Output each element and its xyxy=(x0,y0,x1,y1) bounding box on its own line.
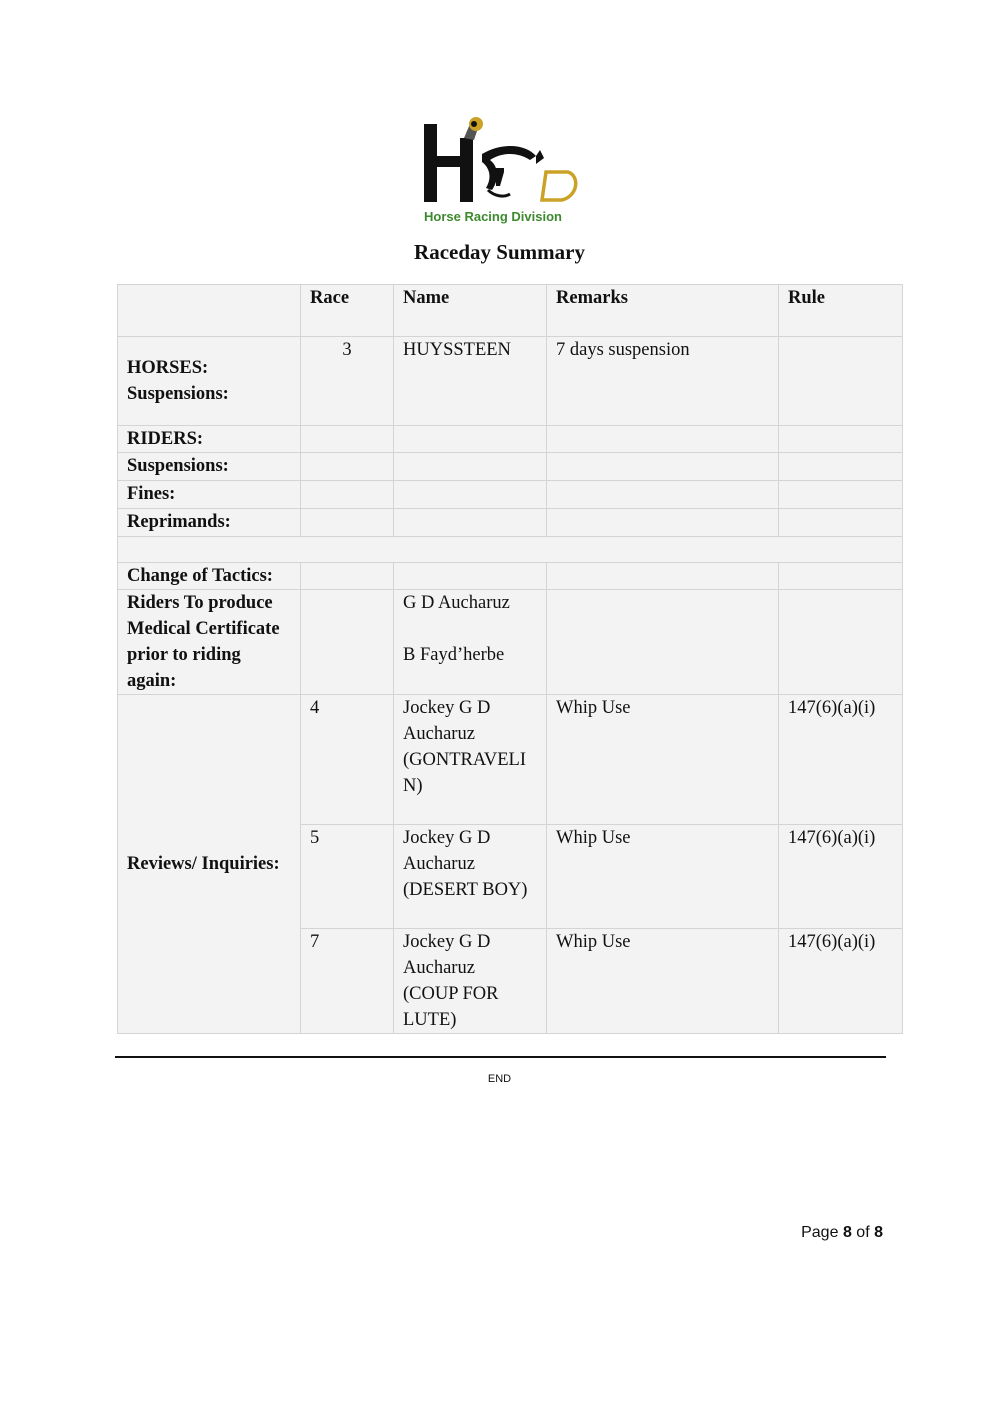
review-race: 4 xyxy=(301,695,394,825)
review-race: 7 xyxy=(301,929,394,1034)
medical-certificate-row xyxy=(118,590,903,695)
review-row xyxy=(118,695,903,825)
horses-suspensions-row xyxy=(118,337,903,426)
review-rule: 147(6)(a)(i) xyxy=(779,929,903,1034)
raceday-summary-table xyxy=(117,284,903,1034)
hrd-logo xyxy=(418,116,582,228)
header-remarks: Remarks xyxy=(547,285,779,337)
reviews-inquiries-label: Reviews/ Inquiries: xyxy=(118,695,301,1034)
table-header-row xyxy=(118,285,903,337)
medical-certificate-names xyxy=(394,590,547,695)
review-rule: 147(6)(a)(i) xyxy=(779,825,903,929)
rider-suspensions-label: Suspensions: xyxy=(118,453,301,481)
riders-row xyxy=(118,426,903,453)
rider-suspensions-row xyxy=(118,453,903,481)
review-race: 5 xyxy=(301,825,394,929)
end-label: END xyxy=(487,1073,512,1085)
horses-rule xyxy=(779,337,903,426)
change-of-tactics-row xyxy=(118,563,903,590)
review-name: Jockey G D Aucharuz (GONTRAVELI N) xyxy=(394,695,547,825)
review-remarks: Whip Use xyxy=(547,929,779,1034)
review-remarks: Whip Use xyxy=(547,825,779,929)
page-title: Raceday Summary xyxy=(414,240,585,264)
fines-label: Fines: xyxy=(118,481,301,509)
medical-name: G D Aucharuz xyxy=(403,593,510,613)
header-blank xyxy=(118,285,301,337)
spacer-row xyxy=(118,537,903,563)
fines-row xyxy=(118,481,903,509)
change-of-tactics-label: Change of Tactics: xyxy=(118,563,301,590)
medical-certificate-label: Riders To produce Medical Certificate prior to riding again: xyxy=(118,590,301,695)
header-name: Name xyxy=(394,285,547,337)
reprimands-label: Reprimands: xyxy=(118,509,301,537)
medical-name: B Fayd’herbe xyxy=(403,645,505,665)
horses-name: HUYSSTEEN xyxy=(394,337,547,426)
header-race: Race xyxy=(301,285,394,337)
horses-suspensions-sublabel: Suspensions: xyxy=(127,384,229,404)
end-divider xyxy=(115,1056,886,1058)
page-prefix: Page xyxy=(801,1224,839,1241)
reprimands-row xyxy=(118,509,903,537)
logo-caption: Horse Racing Division xyxy=(424,209,562,224)
horses-race: 3 xyxy=(301,337,394,426)
review-rule: 147(6)(a)(i) xyxy=(779,695,903,825)
page-total: 8 xyxy=(874,1224,883,1241)
review-name: Jockey G D Aucharuz (COUP FOR LUTE) xyxy=(394,929,547,1034)
header-rule: Rule xyxy=(779,285,903,337)
review-remarks: Whip Use xyxy=(547,695,779,825)
review-name: Jockey G D Aucharuz (DESERT BOY) xyxy=(394,825,547,929)
horses-label: HORSES: xyxy=(127,358,209,378)
page-number xyxy=(801,1224,883,1242)
page-current: 8 xyxy=(842,1224,852,1241)
horses-remarks: 7 days suspension xyxy=(547,337,779,426)
horses-suspensions-label xyxy=(118,337,301,426)
riders-label: RIDERS: xyxy=(118,426,301,453)
page-of: of xyxy=(856,1224,870,1241)
